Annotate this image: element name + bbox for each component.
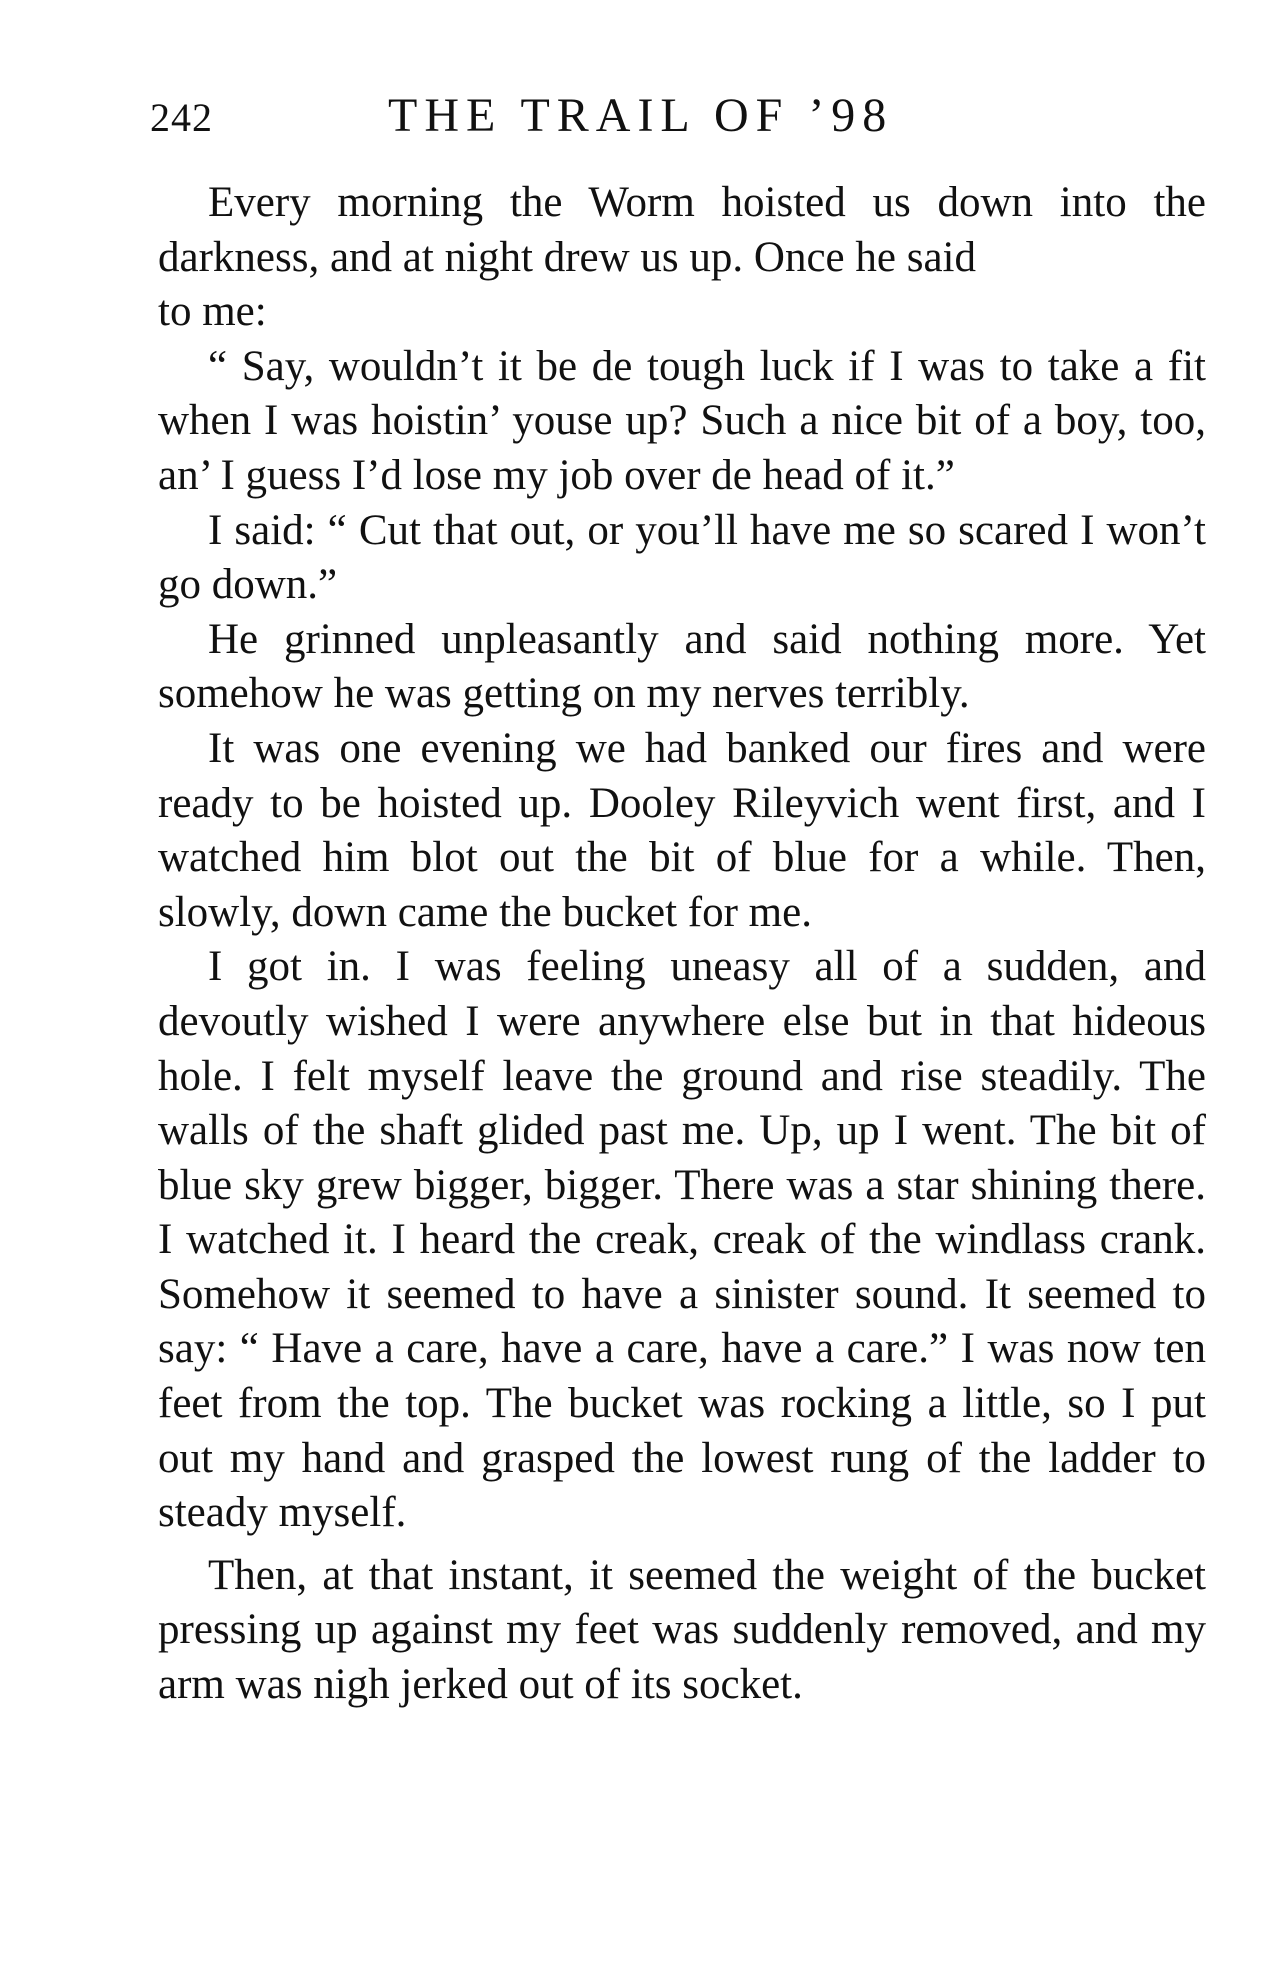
paragraph: He grinned unpleasantly and said nothing more. Yet somehow he was getting on my nerves terribly.: [158, 615, 1206, 718]
paragraph: to me:: [158, 288, 267, 336]
paragraph: Then, at that instant, it seemed the weight of the bucket pressing up against my feet was suddenly removed, and my arm was nigh jerked out of its socket.: [158, 1551, 1206, 1709]
paragraph: I got in. I was feeling uneasy all of a sudden, and devoutly wished I were anywhere else but in that hideous hole. I felt myself leave the ground and rise steadily. The walls of the shaft glided past me. Up, up I went. The bit of blue sky grew bigger, bigger. There was a star shining there. I watched it. I heard the creak, creak of the windlass crank. Somehow it seemed to have a sinister sound. It seemed to say: “ Have a care, have a care, have a care.” I was now ten feet from the top. The bucket was rocking a little, so I put out my hand and grasped the lowest rung of the ladder to steady myself.: [158, 943, 1206, 1537]
page-number: 242: [150, 95, 213, 140]
paragraph: Every morning the Worm hoisted us down into the darkness, and at night drew us up. Once he said: [158, 179, 1206, 281]
paragraph: “ Say, wouldn’t it be de tough luck if I was to take a fit when I was hoistin’ youse up? Such a nice bit of a boy, too, an’ I guess I’d lose my job over de head of it.”: [158, 342, 1206, 499]
running-title: THE TRAIL OF ’98: [388, 89, 894, 142]
paragraph: It was one evening we had banked our fires and were ready to be hoisted up. Dooley Rileyvich went first, and I watched him blot out the bit of blue for a while. Then, slowly, down came the bucket for me.: [158, 724, 1206, 936]
paragraph: I said: “ Cut that out, or you’ll have me so scared I won’t go down.”: [158, 506, 1206, 609]
running-head: [150, 88, 1210, 148]
body-text: [158, 176, 1206, 1713]
